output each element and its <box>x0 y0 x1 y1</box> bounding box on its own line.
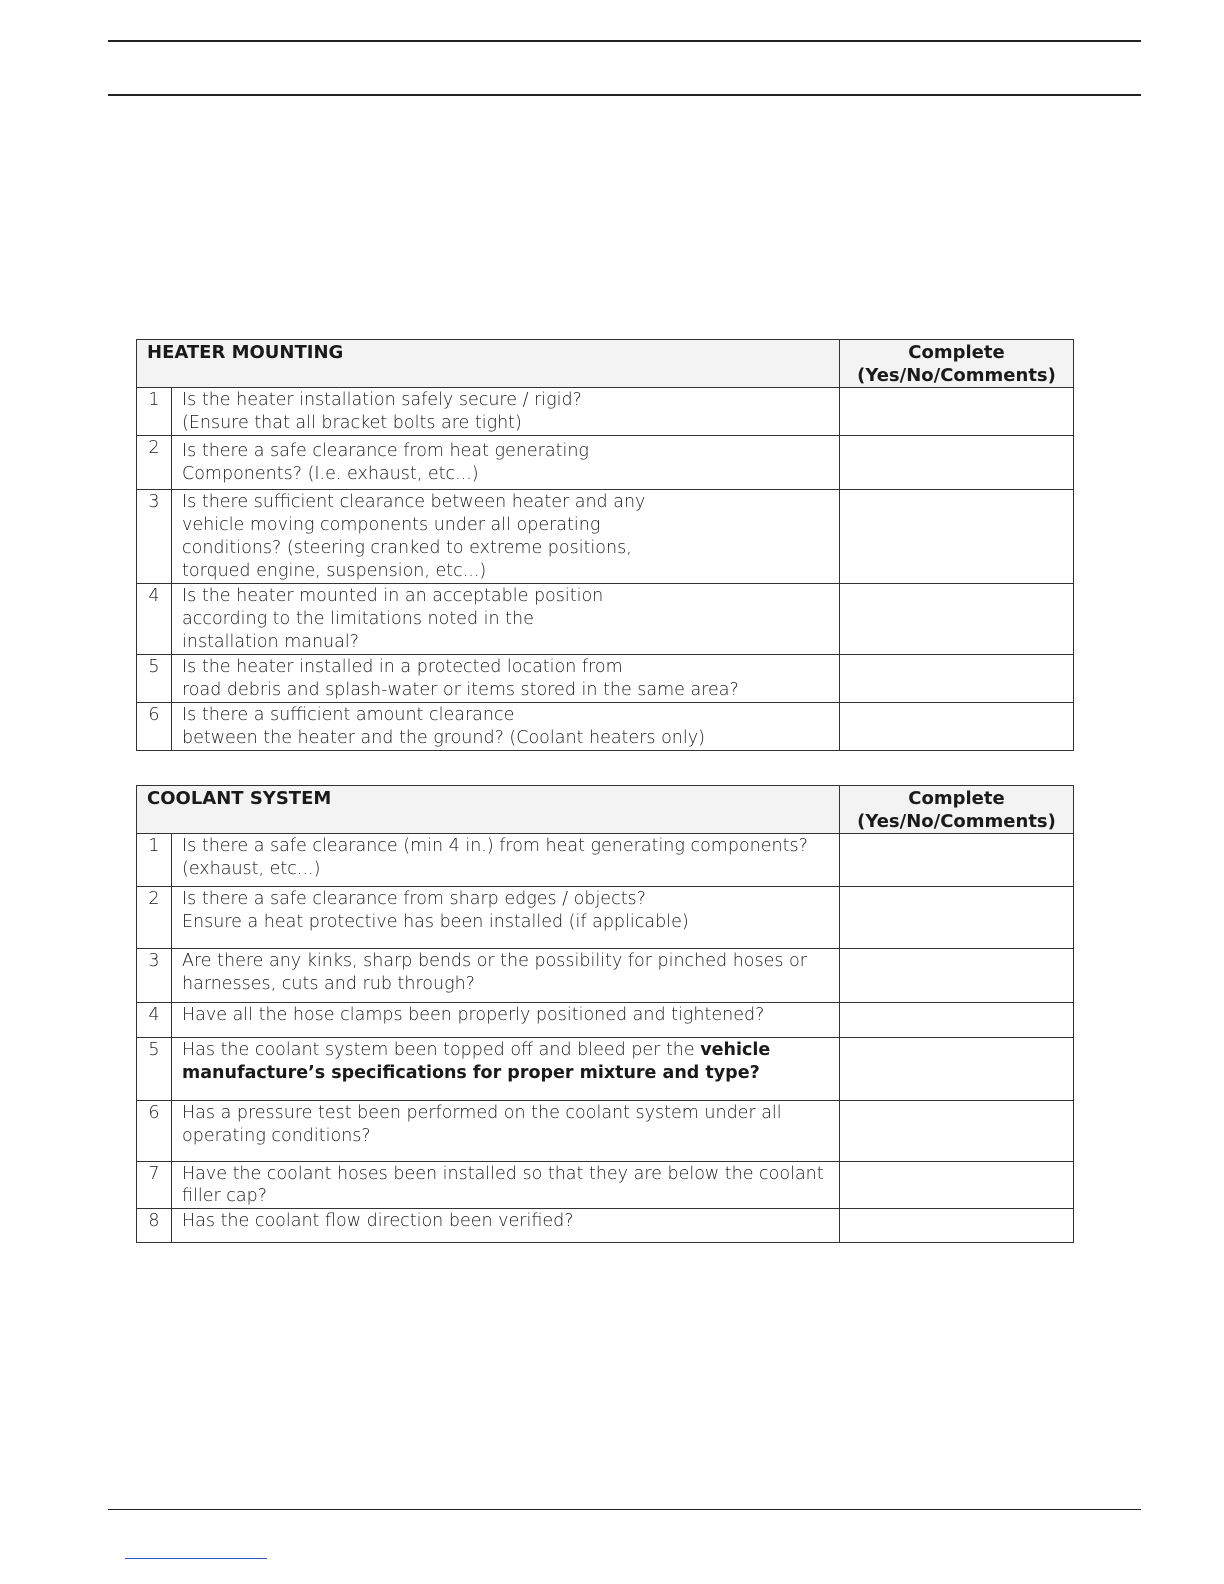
row-number: 1 <box>137 834 172 887</box>
row-question: Is the heater installation safely secure / rigid? (Ensure that all bracket bolts are tight) <box>172 388 840 436</box>
table-header-row <box>137 786 1074 834</box>
row-number: 5 <box>137 1038 172 1101</box>
complete-column-header: Complete (Yes/No/Comments) <box>840 786 1074 834</box>
row-question: Is the heater installed in a protected location from road debris and splash-water or items stored in the same area? <box>172 655 840 703</box>
complete-column-header: Complete (Yes/No/Comments) <box>840 340 1074 388</box>
complete-answer-cell[interactable] <box>840 584 1074 655</box>
row-number: 5 <box>137 655 172 703</box>
table-row <box>137 1162 1074 1209</box>
row-number: 4 <box>137 1003 172 1038</box>
row-number: 2 <box>137 436 172 490</box>
table-row <box>137 1209 1074 1243</box>
complete-answer-cell[interactable] <box>840 1003 1074 1038</box>
row-question: Is the heater mounted in an acceptable position according to the limitations noted in the installation manual? <box>172 584 840 655</box>
complete-answer-cell[interactable] <box>840 887 1074 949</box>
complete-answer-cell[interactable] <box>840 490 1074 584</box>
row-number: 3 <box>137 490 172 584</box>
table-row <box>137 887 1074 949</box>
row-number: 6 <box>137 703 172 751</box>
table-row <box>137 584 1074 655</box>
row-question: Is there a sufficient amount clearance between the heater and the ground? (Coolant heaters only) <box>172 703 840 751</box>
row-question-bold: vehicle manufacture’s specifications for proper mixture and type? <box>182 1040 771 1083</box>
table-row <box>137 949 1074 1003</box>
table-row <box>137 436 1074 490</box>
row-number: 6 <box>137 1101 172 1162</box>
complete-answer-cell[interactable] <box>840 949 1074 1003</box>
footer-rule <box>108 1509 1141 1510</box>
table-row <box>137 490 1074 584</box>
row-question: Is there a safe clearance from sharp edges / objects? Ensure a heat protective has been installed (if applicable) <box>172 887 840 949</box>
row-question-plain: Has the coolant system been topped off and bleed per the <box>182 1040 701 1060</box>
row-question: Is there sufficient clearance between heater and any vehicle moving components under all operating conditions? (steering cranked to extreme positions, torqued engine, suspension, etc...) <box>172 490 840 584</box>
row-number: 1 <box>137 388 172 436</box>
row-number: 7 <box>137 1162 172 1209</box>
row-question: Have all the hose clamps been properly positioned and tightened? <box>172 1003 840 1038</box>
row-question <box>172 1038 840 1101</box>
table-row <box>137 834 1074 887</box>
complete-answer-cell[interactable] <box>840 1101 1074 1162</box>
row-question: Have the coolant hoses been installed so that they are below the coolant filler cap? <box>172 1162 840 1209</box>
complete-answer-cell[interactable] <box>840 1209 1074 1243</box>
row-question: Is there a safe clearance from heat generating Components? (I.e. exhaust, etc...) <box>172 436 840 490</box>
row-number: 8 <box>137 1209 172 1243</box>
complete-answer-cell[interactable] <box>840 436 1074 490</box>
row-question: Has the coolant flow direction been verified? <box>172 1209 840 1243</box>
table-row <box>137 1038 1074 1101</box>
row-question: Are there any kinks, sharp bends or the possibility for pinched hoses or harnesses, cuts and rub through? <box>172 949 840 1003</box>
complete-answer-cell[interactable] <box>840 1162 1074 1209</box>
table-row <box>137 1003 1074 1038</box>
complete-answer-cell[interactable] <box>840 1038 1074 1101</box>
complete-answer-cell[interactable] <box>840 703 1074 751</box>
table-row <box>137 655 1074 703</box>
complete-answer-cell[interactable] <box>840 655 1074 703</box>
complete-answer-cell[interactable] <box>840 388 1074 436</box>
section-title: HEATER MOUNTING <box>137 340 840 388</box>
table-row <box>137 703 1074 751</box>
table-row <box>137 388 1074 436</box>
table-row <box>137 1101 1074 1162</box>
header-rule-bottom <box>108 94 1141 96</box>
table-header-row <box>137 340 1074 388</box>
complete-answer-cell[interactable] <box>840 834 1074 887</box>
header-rule-top <box>108 40 1141 42</box>
footer-link-underline[interactable] <box>125 1558 267 1559</box>
row-question: Has a pressure test been performed on the coolant system under all operating conditions? <box>172 1101 840 1162</box>
coolant-system-table <box>136 785 1074 1243</box>
section-title: COOLANT SYSTEM <box>137 786 840 834</box>
row-number: 3 <box>137 949 172 1003</box>
heater-mounting-table <box>136 339 1074 751</box>
row-question: Is there a safe clearance (min 4 in.) from heat generating components? (exhaust, etc...) <box>172 834 840 887</box>
row-number: 4 <box>137 584 172 655</box>
row-number: 2 <box>137 887 172 949</box>
